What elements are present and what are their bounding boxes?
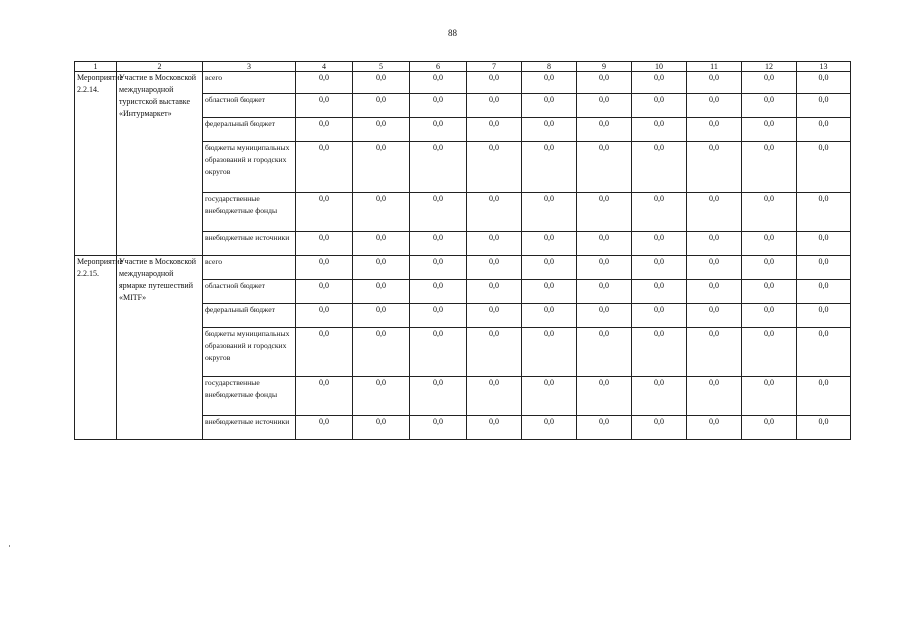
- amount-cell: 0,0: [522, 193, 577, 232]
- amount-cell: 0,0: [797, 280, 851, 304]
- amount-cell: 0,0: [687, 118, 742, 142]
- amount-cell: 0,0: [296, 72, 353, 94]
- amount-cell: 0,0: [632, 118, 687, 142]
- funding-source: федеральный бюджет: [203, 304, 296, 328]
- amount-cell: 0,0: [410, 328, 467, 377]
- amount-cell: 0,0: [467, 416, 522, 440]
- amount-cell: 0,0: [632, 142, 687, 193]
- measure-title: Участие в Московской международной туристской выставке «Интурмаркет»: [117, 72, 203, 256]
- amount-cell: 0,0: [467, 304, 522, 328]
- column-header: 1: [75, 62, 117, 72]
- funding-source: государственные внебюджетные фонды: [203, 377, 296, 416]
- measure-index: Мероприятие 2.2.14.: [75, 72, 117, 256]
- amount-cell: 0,0: [577, 280, 632, 304]
- amount-cell: 0,0: [632, 416, 687, 440]
- amount-cell: 0,0: [797, 94, 851, 118]
- funding-source: всего: [203, 72, 296, 94]
- funding-source: внебюджетные источники: [203, 416, 296, 440]
- amount-cell: 0,0: [797, 256, 851, 280]
- amount-cell: 0,0: [797, 416, 851, 440]
- amount-cell: 0,0: [410, 232, 467, 256]
- amount-cell: 0,0: [296, 377, 353, 416]
- amount-cell: 0,0: [353, 118, 410, 142]
- amount-cell: 0,0: [353, 256, 410, 280]
- amount-cell: 0,0: [410, 94, 467, 118]
- scan-speck: [9, 545, 10, 547]
- amount-cell: 0,0: [687, 377, 742, 416]
- funding-source: областной бюджет: [203, 94, 296, 118]
- page-number: 88: [448, 28, 457, 38]
- amount-cell: 0,0: [410, 142, 467, 193]
- measure-title: Участие в Московской международной ярмарке путешествий «MITF»: [117, 256, 203, 440]
- amount-cell: 0,0: [577, 142, 632, 193]
- column-header: 5: [353, 62, 410, 72]
- amount-cell: 0,0: [687, 416, 742, 440]
- amount-cell: 0,0: [467, 377, 522, 416]
- amount-cell: 0,0: [296, 232, 353, 256]
- amount-cell: 0,0: [687, 72, 742, 94]
- column-header: 11: [687, 62, 742, 72]
- amount-cell: 0,0: [577, 256, 632, 280]
- amount-cell: 0,0: [296, 94, 353, 118]
- funding-source: государственные внебюджетные фонды: [203, 193, 296, 232]
- amount-cell: 0,0: [522, 142, 577, 193]
- amount-cell: 0,0: [577, 193, 632, 232]
- amount-cell: 0,0: [467, 256, 522, 280]
- amount-cell: 0,0: [632, 94, 687, 118]
- amount-cell: 0,0: [353, 72, 410, 94]
- amount-cell: 0,0: [296, 328, 353, 377]
- amount-cell: 0,0: [797, 304, 851, 328]
- measure-index: Мероприятие 2.2.15.: [75, 256, 117, 440]
- amount-cell: 0,0: [410, 280, 467, 304]
- amount-cell: 0,0: [353, 142, 410, 193]
- amount-cell: 0,0: [410, 72, 467, 94]
- amount-cell: 0,0: [522, 416, 577, 440]
- amount-cell: 0,0: [632, 377, 687, 416]
- amount-cell: 0,0: [577, 118, 632, 142]
- amount-cell: 0,0: [296, 304, 353, 328]
- amount-cell: 0,0: [522, 256, 577, 280]
- amount-cell: 0,0: [353, 304, 410, 328]
- amount-cell: 0,0: [410, 416, 467, 440]
- amount-cell: 0,0: [522, 72, 577, 94]
- amount-cell: 0,0: [467, 94, 522, 118]
- column-header: 6: [410, 62, 467, 72]
- amount-cell: 0,0: [522, 232, 577, 256]
- amount-cell: 0,0: [632, 72, 687, 94]
- amount-cell: 0,0: [410, 193, 467, 232]
- amount-cell: 0,0: [577, 232, 632, 256]
- column-header: 7: [467, 62, 522, 72]
- amount-cell: 0,0: [522, 328, 577, 377]
- amount-cell: 0,0: [467, 280, 522, 304]
- amount-cell: 0,0: [577, 416, 632, 440]
- amount-cell: 0,0: [467, 142, 522, 193]
- column-header: 12: [742, 62, 797, 72]
- amount-cell: 0,0: [467, 193, 522, 232]
- amount-cell: 0,0: [296, 416, 353, 440]
- amount-cell: 0,0: [353, 328, 410, 377]
- amount-cell: 0,0: [687, 232, 742, 256]
- amount-cell: 0,0: [632, 304, 687, 328]
- amount-cell: 0,0: [296, 142, 353, 193]
- amount-cell: 0,0: [353, 377, 410, 416]
- funding-source: федеральный бюджет: [203, 118, 296, 142]
- amount-cell: 0,0: [410, 256, 467, 280]
- amount-cell: 0,0: [797, 142, 851, 193]
- amount-cell: 0,0: [742, 280, 797, 304]
- amount-cell: 0,0: [577, 304, 632, 328]
- amount-cell: 0,0: [410, 377, 467, 416]
- amount-cell: 0,0: [577, 328, 632, 377]
- amount-cell: 0,0: [742, 377, 797, 416]
- amount-cell: 0,0: [522, 280, 577, 304]
- amount-cell: 0,0: [296, 280, 353, 304]
- amount-cell: 0,0: [522, 377, 577, 416]
- amount-cell: 0,0: [353, 416, 410, 440]
- amount-cell: 0,0: [797, 232, 851, 256]
- amount-cell: 0,0: [353, 193, 410, 232]
- column-number-row: [75, 62, 851, 72]
- amount-cell: 0,0: [742, 256, 797, 280]
- amount-cell: 0,0: [742, 416, 797, 440]
- amount-cell: 0,0: [467, 72, 522, 94]
- column-header: 3: [203, 62, 296, 72]
- amount-cell: 0,0: [797, 328, 851, 377]
- amount-cell: 0,0: [687, 193, 742, 232]
- amount-cell: 0,0: [632, 256, 687, 280]
- amount-cell: 0,0: [632, 232, 687, 256]
- column-header: 4: [296, 62, 353, 72]
- amount-cell: 0,0: [742, 304, 797, 328]
- amount-cell: 0,0: [687, 94, 742, 118]
- amount-cell: 0,0: [687, 304, 742, 328]
- amount-cell: 0,0: [742, 94, 797, 118]
- funding-source: всего: [203, 256, 296, 280]
- amount-cell: 0,0: [687, 328, 742, 377]
- budget-table: [74, 61, 851, 440]
- column-header: 10: [632, 62, 687, 72]
- column-header: 2: [117, 62, 203, 72]
- amount-cell: 0,0: [467, 328, 522, 377]
- amount-cell: 0,0: [742, 328, 797, 377]
- amount-cell: 0,0: [632, 193, 687, 232]
- amount-cell: 0,0: [410, 304, 467, 328]
- funding-source: бюджеты муниципальных образований и городских округов: [203, 328, 296, 377]
- amount-cell: 0,0: [632, 328, 687, 377]
- column-header: 9: [577, 62, 632, 72]
- amount-cell: 0,0: [353, 232, 410, 256]
- amount-cell: 0,0: [577, 377, 632, 416]
- amount-cell: 0,0: [797, 193, 851, 232]
- amount-cell: 0,0: [742, 118, 797, 142]
- amount-cell: 0,0: [797, 377, 851, 416]
- amount-cell: 0,0: [296, 193, 353, 232]
- amount-cell: 0,0: [522, 94, 577, 118]
- funding-source: внебюджетные источники: [203, 232, 296, 256]
- funding-source: областной бюджет: [203, 280, 296, 304]
- column-header: 13: [797, 62, 851, 72]
- amount-cell: 0,0: [742, 193, 797, 232]
- amount-cell: 0,0: [353, 280, 410, 304]
- amount-cell: 0,0: [296, 256, 353, 280]
- amount-cell: 0,0: [687, 142, 742, 193]
- amount-cell: 0,0: [797, 118, 851, 142]
- amount-cell: 0,0: [687, 256, 742, 280]
- amount-cell: 0,0: [410, 118, 467, 142]
- amount-cell: 0,0: [632, 280, 687, 304]
- amount-cell: 0,0: [687, 280, 742, 304]
- amount-cell: 0,0: [522, 304, 577, 328]
- amount-cell: 0,0: [522, 118, 577, 142]
- amount-cell: 0,0: [467, 232, 522, 256]
- amount-cell: 0,0: [296, 118, 353, 142]
- column-header: 8: [522, 62, 577, 72]
- table-row: [75, 72, 851, 94]
- funding-source: бюджеты муниципальных образований и городских округов: [203, 142, 296, 193]
- amount-cell: 0,0: [797, 72, 851, 94]
- amount-cell: 0,0: [577, 94, 632, 118]
- amount-cell: 0,0: [742, 72, 797, 94]
- amount-cell: 0,0: [742, 142, 797, 193]
- table-body: [75, 72, 851, 440]
- amount-cell: 0,0: [467, 118, 522, 142]
- table-row: [75, 256, 851, 280]
- amount-cell: 0,0: [577, 72, 632, 94]
- amount-cell: 0,0: [742, 232, 797, 256]
- amount-cell: 0,0: [353, 94, 410, 118]
